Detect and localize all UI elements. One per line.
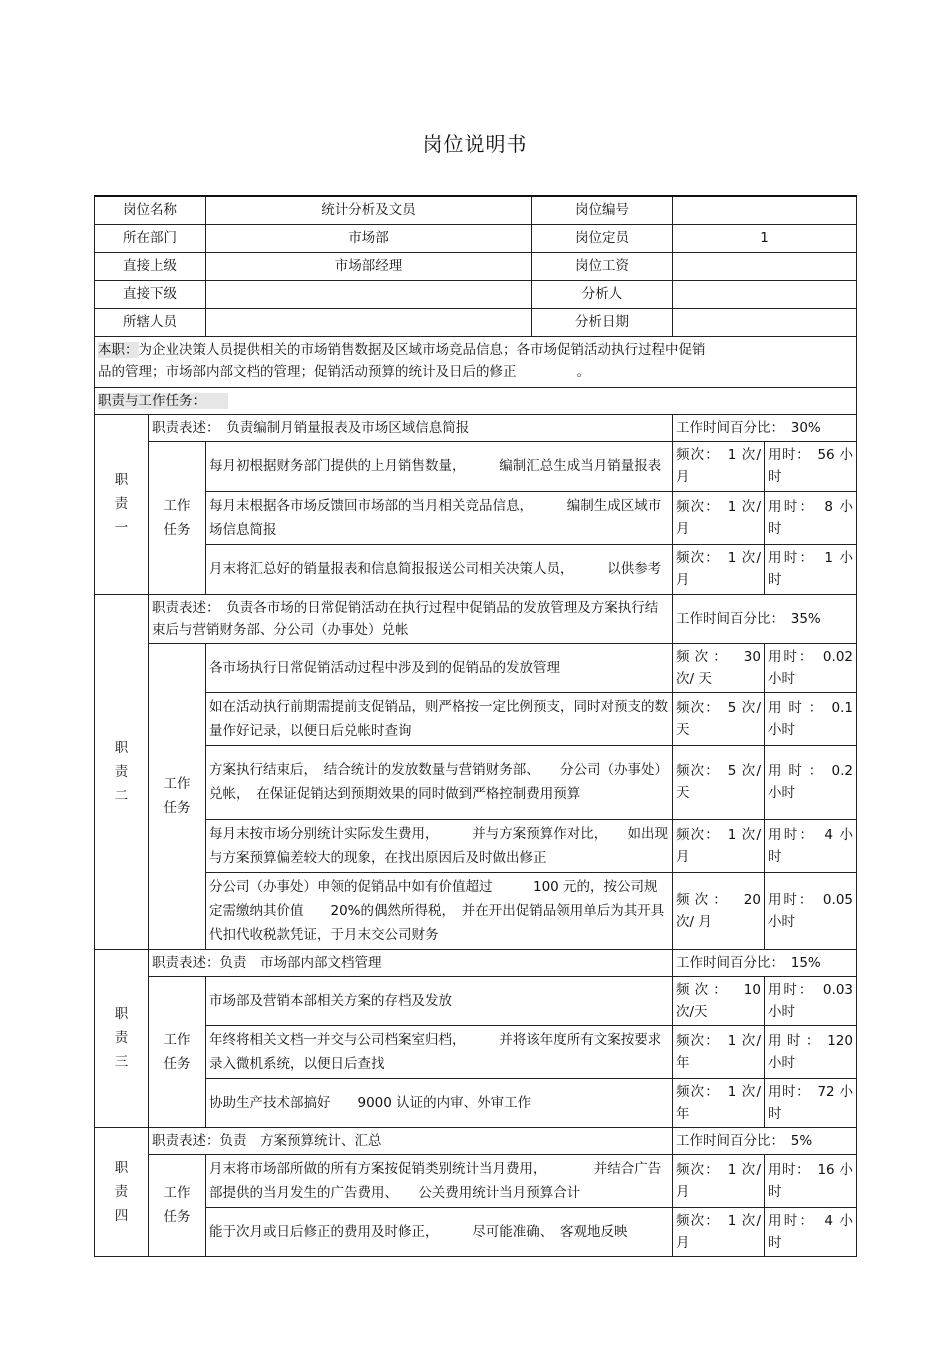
header-row	[95, 224, 857, 252]
duty-name: 职责三	[95, 949, 149, 1127]
duty-row	[95, 594, 857, 643]
field-value	[673, 196, 857, 224]
page-title: 岗位说明书	[422, 132, 528, 156]
field-label: 岗位编号	[532, 196, 673, 224]
task-text: 分公司（办事处）申领的促销品中如有价值超过 100 元的，按公司规定需缴纳其价值 20%的偶然所得税， 并在开出促销品领用单后为其开具代扣代收税款凭证，于月末交公司财务	[206, 872, 673, 949]
field-value: 1	[673, 224, 857, 252]
duties-header-row	[95, 387, 857, 414]
field-value	[673, 308, 857, 336]
field-value: 市场部	[206, 224, 532, 252]
task-row	[95, 491, 857, 544]
duty-row	[95, 949, 857, 976]
duty-name: 职责四	[95, 1127, 149, 1256]
field-label: 岗位名称	[95, 196, 206, 224]
duty-desc: 职责表述：负责 市场部内部文档管理	[149, 949, 673, 976]
field-label: 分析日期	[532, 308, 673, 336]
task-time: 用时： 1 小时	[765, 544, 857, 594]
task-time: 用时： 4 小时	[765, 1207, 857, 1256]
benzhi-row	[95, 336, 857, 387]
duty-desc: 职责表述：负责 方案预算统计、汇总	[149, 1127, 673, 1154]
task-text: 市场部及营销本部相关方案的存档及发放	[206, 976, 673, 1025]
duty-desc: 职责表述： 负责编制月销量报表及市场区域信息简报	[149, 414, 673, 441]
field-label: 分析人	[532, 280, 673, 308]
task-text: 方案执行结束后， 结合统计的发放数量与营销财务部、 分公司（办事处）兑帐， 在保证促销达到预期效果的同时做到严格控制费用预算	[206, 745, 673, 819]
task-time: 用 时 ： 0.1 小时	[765, 692, 857, 745]
benzhi-text: 品的管理；市场部内部文档的管理；促销活动预算的统计及日后的修正	[98, 363, 517, 380]
header-row	[95, 196, 857, 224]
task-row	[95, 819, 857, 872]
task-freq: 频次： 1 次/月	[673, 819, 765, 872]
benzhi-text: 为企业决策人员提供相关的市场销售数据及区域市场竞品信息；各市场促销活动执行过程中促销	[138, 341, 706, 358]
task-row	[95, 872, 857, 949]
field-value: 统计分析及文员	[206, 196, 532, 224]
task-row	[95, 692, 857, 745]
task-freq: 频次： 5 次/天	[673, 745, 765, 819]
field-label: 岗位工资	[532, 252, 673, 280]
task-freq: 频次： 30 次/ 天	[673, 643, 765, 692]
field-label: 直接上级	[95, 252, 206, 280]
field-value: 市场部经理	[206, 252, 532, 280]
task-freq: 频次： 1 次/月	[673, 1154, 765, 1207]
duty-percent: 工作时间百分比： 15%	[673, 949, 857, 976]
task-row	[95, 1154, 857, 1207]
task-time: 用 时 ： 120 小时	[765, 1025, 857, 1078]
task-row	[95, 544, 857, 594]
task-text: 每月末根据各市场反馈回市场部的当月相关竞品信息， 编制生成区域市场信息简报	[206, 491, 673, 544]
task-time: 用时： 8 小时	[765, 491, 857, 544]
task-row	[95, 976, 857, 1025]
job-description-table	[94, 195, 857, 1257]
task-time: 用时： 0.02 小时	[765, 643, 857, 692]
task-label: 工作任务	[149, 441, 206, 594]
task-label: 工作任务	[149, 976, 206, 1127]
duty-percent: 工作时间百分比： 35%	[673, 594, 857, 643]
task-label: 工作任务	[149, 1154, 206, 1256]
task-text: 如在活动执行前期需提前支促销品，则严格按一定比例预支，同时对预支的数量作好记录，以便日后兑帐时查询	[206, 692, 673, 745]
duty-row	[95, 414, 857, 441]
task-text: 协助生产技术部搞好 9000 认证的内审、外审工作	[206, 1078, 673, 1127]
task-time: 用时： 4 小时	[765, 819, 857, 872]
task-freq: 频次： 1 次/年	[673, 1025, 765, 1078]
duty-name: 职责二	[95, 594, 149, 949]
task-freq: 频次： 5 次/天	[673, 692, 765, 745]
field-value	[673, 252, 857, 280]
duty-desc: 职责表述： 负责各市场的日常促销活动在执行过程中促销品的发放管理及方案执行结束后与营销财务部、分公司（办事处）兑帐	[149, 594, 673, 643]
task-freq: 频次： 1 次/月	[673, 1207, 765, 1256]
task-time: 用时： 72 小时	[765, 1078, 857, 1127]
benzhi-label: 本职：	[98, 341, 139, 358]
task-row	[95, 745, 857, 819]
task-freq: 频次： 1 次/月	[673, 544, 765, 594]
field-label: 所在部门	[95, 224, 206, 252]
field-label: 直接下级	[95, 280, 206, 308]
task-freq: 频次： 1 次/月	[673, 491, 765, 544]
field-value	[673, 280, 857, 308]
task-row	[95, 1025, 857, 1078]
task-text: 月末将市场部所做的所有方案按促销类别统计当月费用， 并结合广告部提供的当月发生的广告费用、 公关费用统计当月预算合计	[206, 1154, 673, 1207]
benzhi-end: 。	[576, 363, 590, 380]
task-freq: 频次： 20 次/ 月	[673, 872, 765, 949]
duty-percent: 工作时间百分比： 30%	[673, 414, 857, 441]
task-text: 能于次月或日后修正的费用及时修正， 尽可能准确、 客观地反映	[206, 1207, 673, 1256]
task-time: 用 时 ： 0.2 小时	[765, 745, 857, 819]
task-text: 每月末按市场分别统计实际发生费用， 并与方案预算作对比， 如出现与方案预算偏差较大的现象，在找出原因后及时做出修正	[206, 819, 673, 872]
field-label: 岗位定员	[532, 224, 673, 252]
task-row	[95, 1207, 857, 1256]
task-freq: 频次： 10 次/天	[673, 976, 765, 1025]
task-row	[95, 441, 857, 491]
task-label: 工作任务	[149, 643, 206, 949]
benzhi-cell	[95, 336, 857, 387]
task-row	[95, 643, 857, 692]
duty-name: 职责一	[95, 414, 149, 594]
task-text: 每月初根据财务部门提供的上月销售数量， 编制汇总生成当月销量报表	[206, 441, 673, 491]
duty-percent: 工作时间百分比： 5%	[673, 1127, 857, 1154]
task-time: 用时： 0.03 小时	[765, 976, 857, 1025]
header-row	[95, 308, 857, 336]
task-text: 各市场执行日常促销活动过程中涉及到的促销品的发放管理	[206, 643, 673, 692]
header-row	[95, 280, 857, 308]
header-row	[95, 252, 857, 280]
task-time: 用时： 56 小时	[765, 441, 857, 491]
field-value	[206, 308, 532, 336]
task-text: 月末将汇总好的销量报表和信息简报报送公司相关决策人员， 以供参考	[206, 544, 673, 594]
task-time: 用时： 0.05 小时	[765, 872, 857, 949]
task-freq: 频次： 1 次/月	[673, 441, 765, 491]
duties-header: 职责与工作任务：	[98, 393, 228, 409]
duty-row	[95, 1127, 857, 1154]
task-text: 年终将相关文档一并交与公司档案室归档， 并将该年度所有文案按要求录入微机系统，以便日后查找	[206, 1025, 673, 1078]
field-label: 所辖人员	[95, 308, 206, 336]
task-freq: 频次： 1 次/年	[673, 1078, 765, 1127]
task-time: 用时： 16 小时	[765, 1154, 857, 1207]
task-row	[95, 1078, 857, 1127]
field-value	[206, 280, 532, 308]
